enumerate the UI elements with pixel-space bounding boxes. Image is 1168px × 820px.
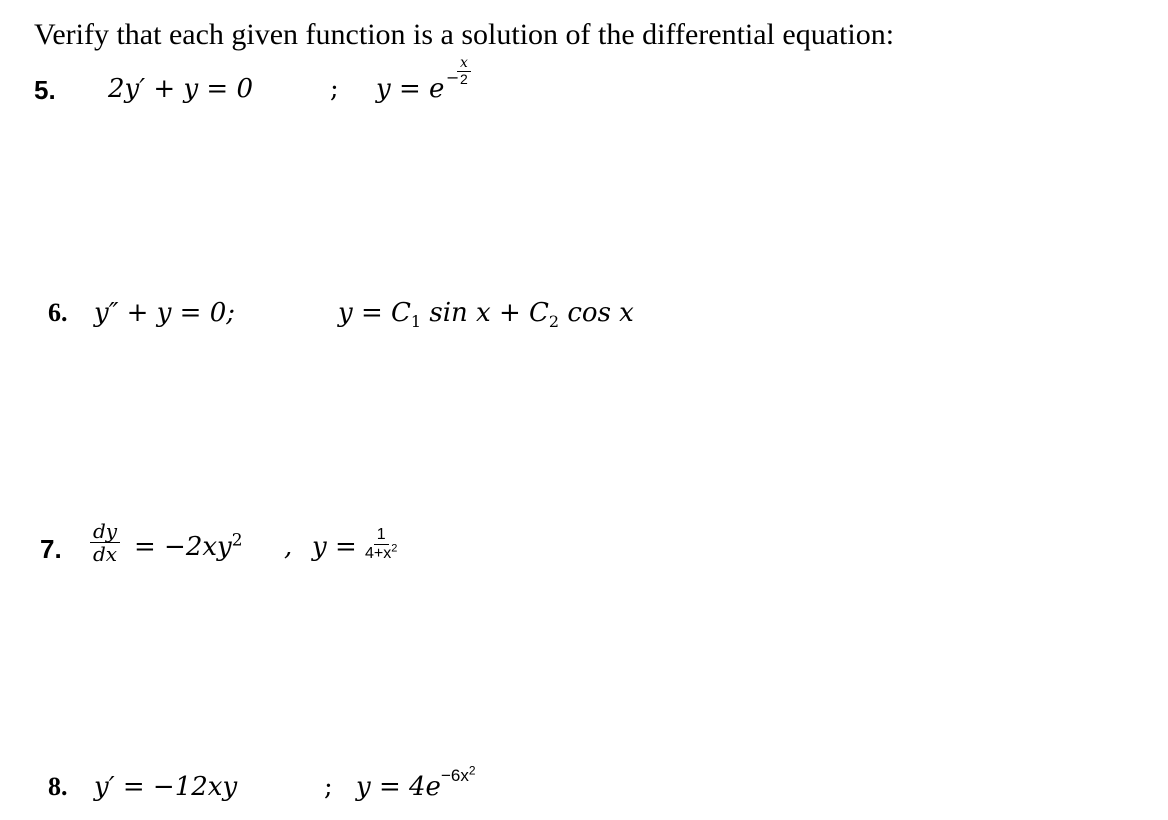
instructions-heading: Verify that each given function is a solution of the differential equation: [34,18,895,51]
derivative-denominator: dx [93,542,118,566]
problem-number: 7. [40,534,62,564]
exponent-sign: − [446,68,460,87]
solution-part-c: cos x [559,298,634,328]
rhs-text: = −2xy [134,532,232,562]
equation: 2y′ + y = 0 [108,74,253,104]
solution-lhs: y = [312,532,357,562]
separator: ; [324,772,333,802]
solution-numerator: 1 [374,526,389,545]
solution [356,763,476,802]
solution-exponent: −6x2 [440,763,476,786]
solution-base: y = 4e [356,772,441,802]
solution-denominator: $4+x^2$ [365,542,398,562]
solution: y = e [376,74,445,104]
derivative-fraction [90,520,120,565]
problem-number: 5. [34,75,56,105]
exponent-numerator: x [457,56,471,72]
equation: y′ = −12xy [94,772,238,802]
problem-number: 6. [48,298,68,327]
subscript-1: 1 [410,312,422,332]
equation: y″ + y = 0; [94,298,236,328]
solution [338,298,634,332]
exponent-fraction [457,56,471,88]
problem-number: 8. [48,772,68,801]
rhs-exponent: 2 [231,530,243,551]
separator: ; [330,74,339,104]
comma: , [284,532,293,562]
subscript-2: 2 [548,312,560,332]
solution-part-a: y = C [338,298,411,328]
solution-part-b: sin x + C [421,298,549,328]
derivative-numerator: dy [90,520,120,543]
equation-rhs [134,532,243,562]
solution-fraction [362,526,400,562]
exponent-denominator: 2 [460,71,468,88]
